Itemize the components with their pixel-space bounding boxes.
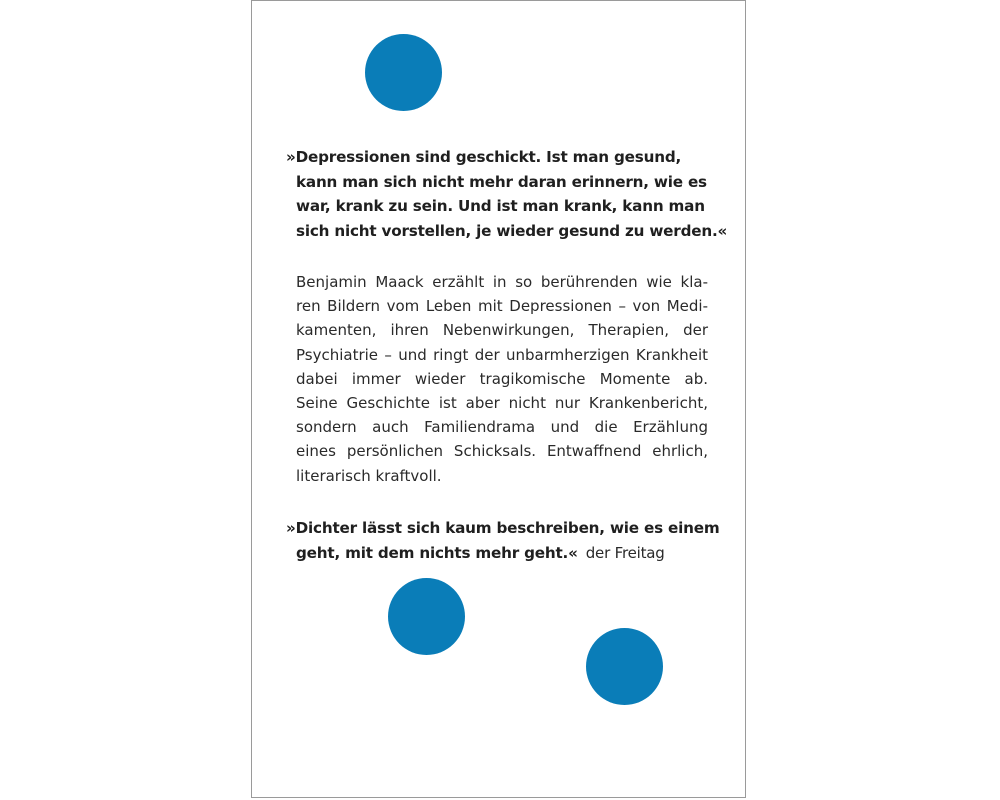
top-quote-line: kann man sich nicht mehr daran erinnern, wie es bbox=[296, 172, 707, 191]
bottom-quote bbox=[286, 516, 719, 565]
top-quote bbox=[286, 145, 727, 243]
top-quote-line: sich nicht vorstellen, je wieder gesund zu werden.« bbox=[296, 221, 728, 240]
quote-source: der Freitag bbox=[585, 543, 665, 562]
description-line: kamenten, ihren Nebenwirkungen, Therapien, der bbox=[296, 321, 708, 340]
bottom-quote-line-2 bbox=[286, 541, 719, 566]
description-line: literarisch kraftvoll. bbox=[296, 466, 442, 485]
blue-dot-top bbox=[365, 34, 442, 111]
description-line: ren Bildern vom Leben mit Depressionen – von Medi- bbox=[296, 297, 708, 316]
blue-dot-bottom-left bbox=[388, 578, 465, 655]
bottom-quote-line: »Dichter lässt sich kaum beschreiben, wie es einem bbox=[286, 519, 720, 537]
blue-dot-bottom-right bbox=[586, 628, 663, 705]
description-line: dabei immer wieder tragikomische Momente ab. bbox=[296, 369, 708, 388]
book-description bbox=[296, 270, 708, 488]
back-cover bbox=[251, 0, 746, 798]
description-line: Psychiatrie – und ringt der unbarmherzigen Krankheit bbox=[296, 345, 708, 364]
top-quote-line: »Depressionen sind geschickt. Ist man gesund, bbox=[286, 148, 682, 166]
description-line: Seine Geschichte ist aber nicht nur Krankenbericht, bbox=[296, 393, 708, 412]
description-line: eines persönlichen Schicksals. Entwaffnend ehrlich, bbox=[296, 442, 708, 461]
bottom-quote-text: geht, mit dem nichts mehr geht.« bbox=[296, 543, 578, 562]
description-line: Benjamin Maack erzählt in so berührenden wie kla- bbox=[296, 273, 708, 291]
description-line: sondern auch Familiendrama und die Erzählung bbox=[296, 418, 708, 437]
top-quote-line: war, krank zu sein. Und ist man krank, kann man bbox=[296, 197, 705, 215]
